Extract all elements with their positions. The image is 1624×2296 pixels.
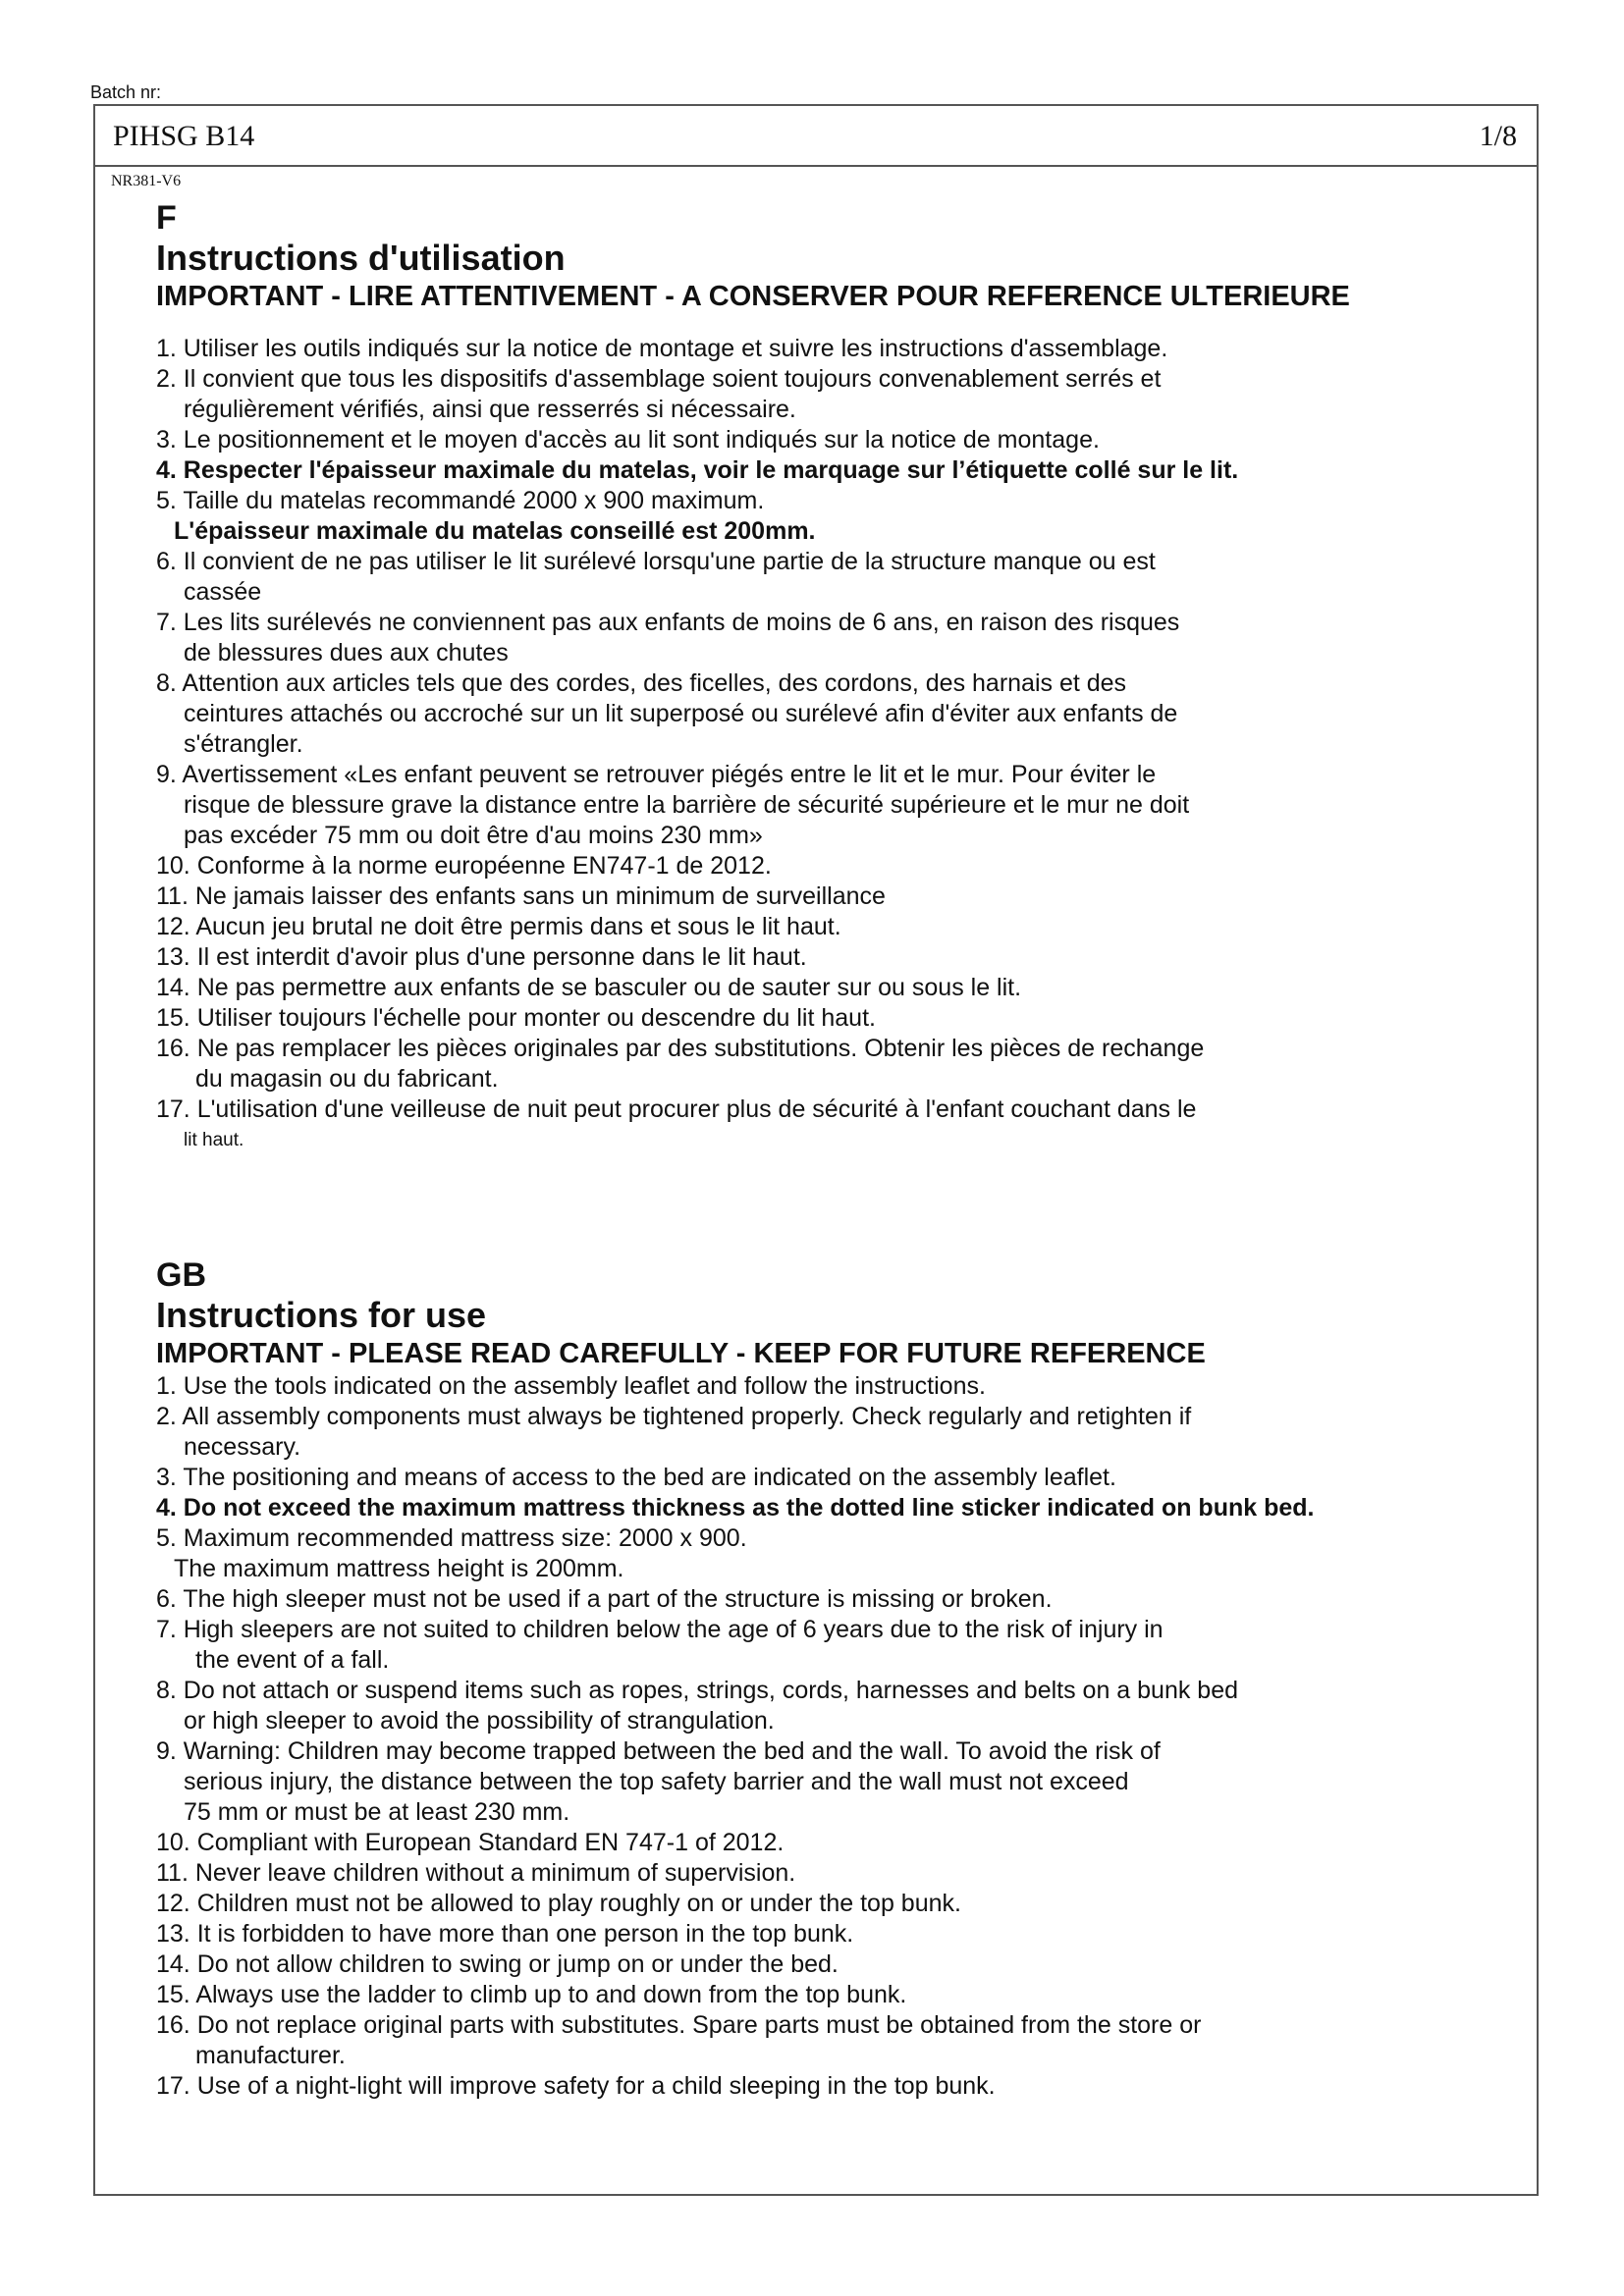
french-section	[156, 198, 1531, 1155]
list-item	[156, 1676, 1531, 1736]
list-item	[156, 1034, 1531, 1095]
list-item-continuation: or high sleeper to avoid the possibility of strangulation.	[184, 1707, 775, 1735]
list-item-text: 6. Il convient de ne pas utiliser le lit surélevé lorsqu'une partie de la structure manque ou est	[156, 548, 1156, 575]
list-item-text: 16. Do not replace original parts with substitutes. Spare parts must be obtained from the store or	[156, 2011, 1202, 2039]
list-item: 1. Utiliser les outils indiqués sur la notice de montage et suivre les instructions d'assemblage.	[156, 335, 1168, 362]
list-item: 12. Aucun jeu brutal ne doit être permis dans et sous le lit haut.	[156, 913, 841, 940]
list-item: 6. The high sleeper must not be used if a part of the structure is missing or broken.	[156, 1585, 1053, 1613]
english-section	[156, 1255, 1531, 2102]
list-item-continuation: 75 mm or must be at least 230 mm.	[184, 1798, 570, 1826]
reference-code: NR381-V6	[111, 173, 182, 189]
list-item: 12. Children must not be allowed to play roughly on or under the top bunk.	[156, 1890, 961, 1917]
list-item	[156, 547, 1531, 608]
list-item-continuation: serious injury, the distance between the top safety barrier and the wall must not exceed	[184, 1768, 1129, 1795]
list-item: 3. Le positionnement et le moyen d'accès au lit sont indiqués sur la notice de montage.	[156, 426, 1100, 454]
list-item	[156, 608, 1531, 668]
list-item-continuation: ceintures attachés ou accroché sur un lit superposé ou surélevé afin d'éviter aux enfants de	[184, 700, 1178, 727]
list-item-text: 5. Maximum recommended mattress size: 2000 x 900.	[156, 1524, 747, 1552]
list-item-text: 8. Attention aux articles tels que des cordes, des ficelles, des cordons, des harnais et des	[156, 669, 1127, 697]
list-item	[156, 2010, 1531, 2071]
list-item	[156, 1523, 1531, 1584]
list-item: 13. Il est interdit d'avoir plus d'une personne dans le lit haut.	[156, 943, 807, 971]
batch-label: Batch nr:	[90, 82, 162, 102]
list-item-text: 2. All assembly components must always be tightened properly. Check regularly and retighten if	[156, 1403, 1192, 1430]
english-list	[156, 1371, 1531, 2102]
list-item-text: 9. Avertissement «Les enfant peuvent se retrouver piégés entre le lit et le mur. Pour éviter le	[156, 761, 1157, 788]
french-list	[156, 334, 1531, 1155]
english-important: IMPORTANT - PLEASE READ CAREFULLY - KEEP FOR FUTURE REFERENCE	[156, 1338, 1206, 1369]
list-item	[156, 760, 1531, 851]
list-item-continuation: L'épaisseur maximale du matelas conseillé est 200mm.	[174, 517, 816, 545]
list-item	[156, 1736, 1531, 1828]
french-lang-code: F	[156, 199, 177, 237]
list-item	[156, 364, 1531, 425]
list-item-continuation: risque de blessure grave la distance entre la barrière de sécurité supérieure et le mur ne doit	[184, 791, 1190, 819]
list-item: 14. Ne pas permettre aux enfants de se basculer ou de sauter sur ou sous le lit.	[156, 974, 1022, 1001]
list-item: 11. Ne jamais laisser des enfants sans un minimum de surveillance	[156, 882, 886, 910]
list-item	[156, 486, 1531, 547]
list-item-text: 2. Il convient que tous les dispositifs d'assemblage soient toujours convenablement serrés et	[156, 365, 1162, 393]
list-item-continuation: the event of a fall.	[195, 1646, 390, 1674]
list-item-text: 7. Les lits surélevés ne conviennent pas aux enfants de moins de 6 ans, en raison des risques	[156, 609, 1180, 636]
list-item-continuation: necessary.	[184, 1433, 301, 1461]
list-item: 11. Never leave children without a minimum of supervision.	[156, 1859, 796, 1887]
list-item: 15. Utiliser toujours l'échelle pour monter ou descendre du lit haut.	[156, 1004, 876, 1032]
list-item	[156, 1402, 1531, 1463]
english-title: Instructions for use	[156, 1295, 487, 1335]
list-item-text: 9. Warning: Children may become trapped between the bed and the wall. To avoid the risk of	[156, 1737, 1161, 1765]
list-item: 10. Compliant with European Standard EN 747-1 of 2012.	[156, 1829, 785, 1856]
list-item-continuation: de blessures dues aux chutes	[184, 639, 509, 667]
document-header	[95, 106, 1537, 167]
french-title: Instructions d'utilisation	[156, 238, 566, 278]
list-item: 15. Always use the ladder to climb up to and down from the top bunk.	[156, 1981, 907, 2008]
list-item: 14. Do not allow children to swing or jump on or under the bed.	[156, 1950, 839, 1978]
list-item	[156, 668, 1531, 760]
list-item: 4. Respecter l'épaisseur maximale du matelas, voir le marquage sur l’étiquette collé sur le lit.	[156, 456, 1239, 484]
list-item-continuation: du magasin ou du fabricant.	[195, 1065, 499, 1093]
list-item-continuation: régulièrement vérifiés, ainsi que resserrés si nécessaire.	[184, 396, 796, 423]
list-item: 17. Use of a night-light will improve safety for a child sleeping in the top bunk.	[156, 2072, 996, 2100]
list-item: 1. Use the tools indicated on the assembly leaflet and follow the instructions.	[156, 1372, 986, 1400]
english-lang-code: GB	[156, 1256, 206, 1294]
list-item-continuation: pas excéder 75 mm ou doit être d'au moins 230 mm»	[184, 822, 763, 849]
list-item: 3. The positioning and means of access to the bed are indicated on the assembly leaflet.	[156, 1464, 1116, 1491]
list-item-continuation: cassée	[184, 578, 262, 606]
list-item-text: 5. Taille du matelas recommandé 2000 x 900 maximum.	[156, 487, 765, 514]
list-item	[156, 1615, 1531, 1676]
page-number: 1/8	[1479, 120, 1517, 152]
list-item-continuation: lit haut.	[184, 1130, 244, 1150]
list-item-text: 17. L'utilisation d'une veilleuse de nuit peut procurer plus de sécurité à l'enfant couchant dans le	[156, 1095, 1197, 1123]
document-frame	[93, 104, 1539, 2196]
list-item-text: 8. Do not attach or suspend items such as ropes, strings, cords, harnesses and belts on a bunk bed	[156, 1677, 1239, 1704]
product-code: PIHSG B14	[113, 120, 255, 152]
list-item: 10. Conforme à la norme européenne EN747-1 de 2012.	[156, 852, 772, 880]
list-item-text: 7. High sleepers are not suited to children below the age of 6 years due to the risk of injury in	[156, 1616, 1164, 1643]
list-item: 13. It is forbidden to have more than one person in the top bunk.	[156, 1920, 854, 1948]
list-item-continuation: manufacturer.	[195, 2042, 346, 2069]
list-item-continuation: s'étrangler.	[184, 730, 303, 758]
list-item-text: 16. Ne pas remplacer les pièces originales par des substitutions. Obtenir les pièces de rechange	[156, 1035, 1205, 1062]
list-item	[156, 1095, 1531, 1155]
list-item-continuation: The maximum mattress height is 200mm.	[174, 1555, 624, 1582]
list-item: 4. Do not exceed the maximum mattress thickness as the dotted line sticker indicated on bunk bed.	[156, 1494, 1315, 1522]
french-important: IMPORTANT - LIRE ATTENTIVEMENT - A CONSERVER POUR REFERENCE ULTERIEURE	[156, 281, 1350, 312]
